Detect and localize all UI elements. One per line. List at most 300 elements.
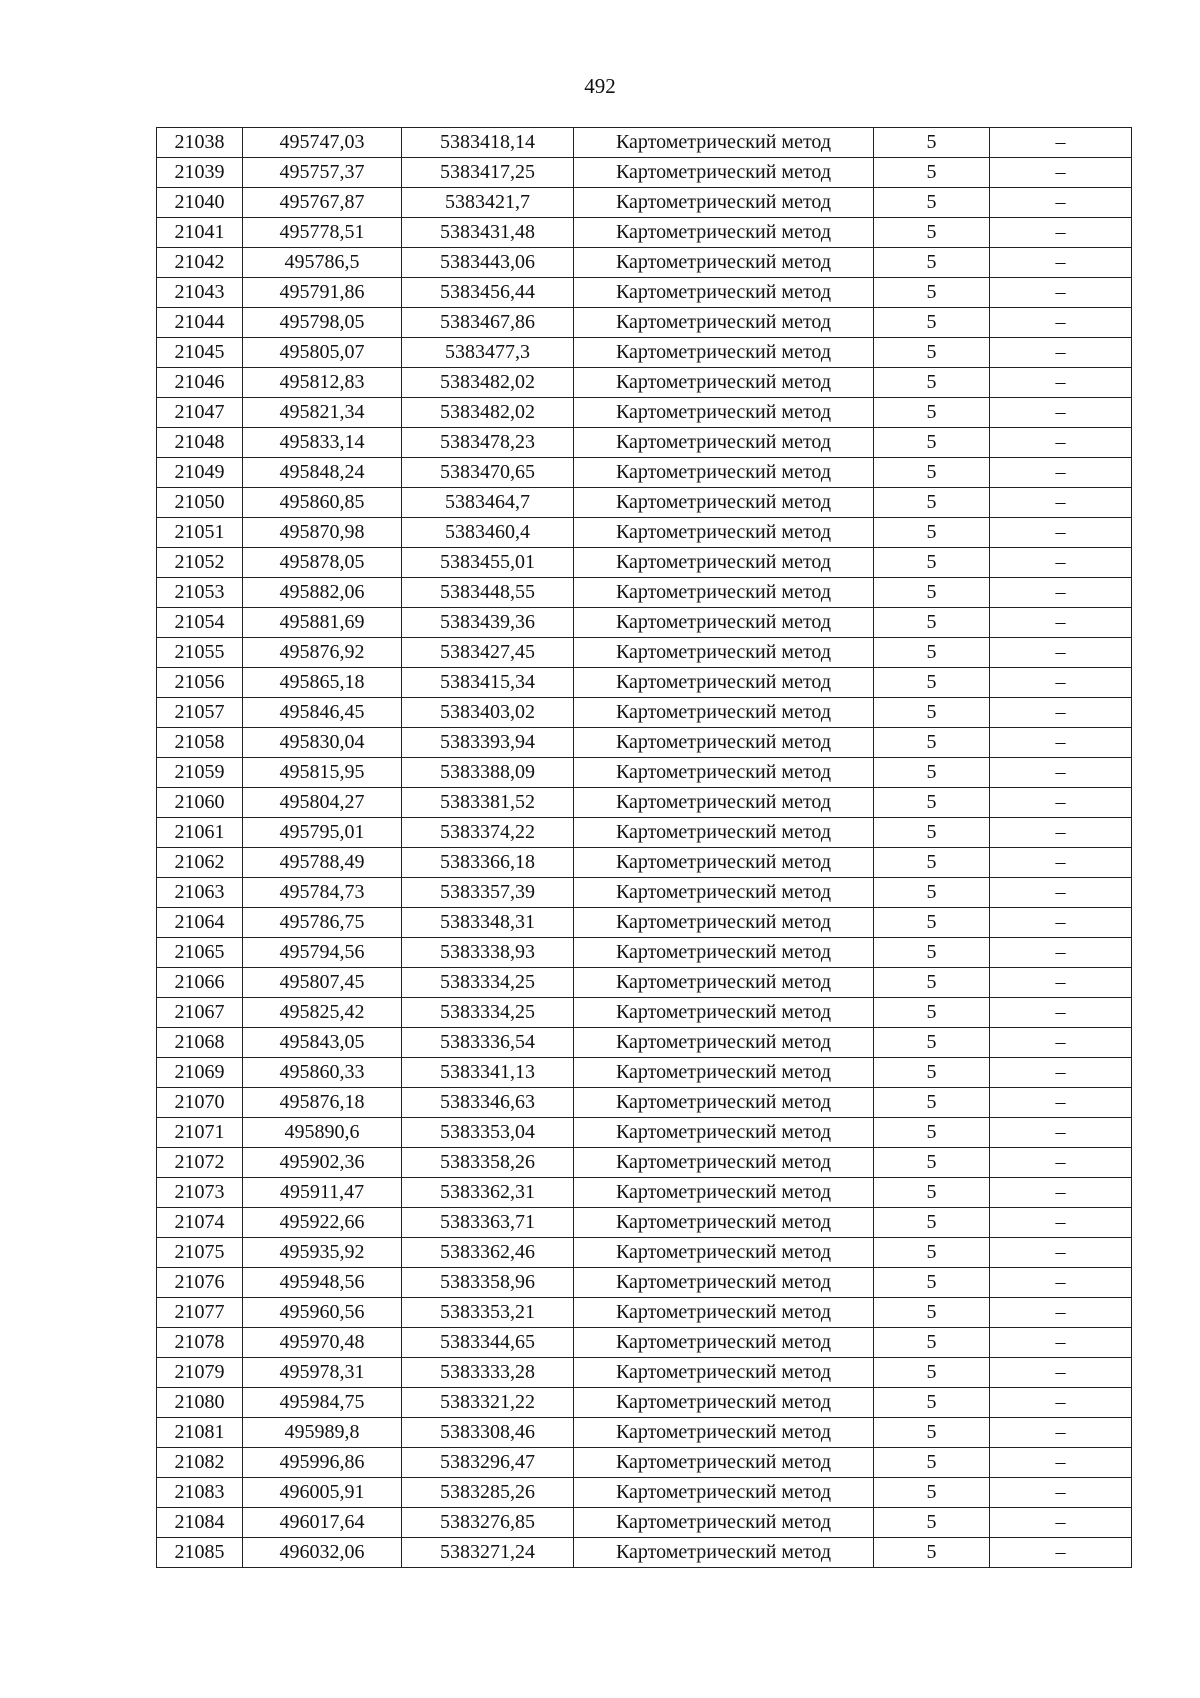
x-coordinate-cell: 495786,5 xyxy=(243,248,402,278)
table-row xyxy=(157,278,1132,308)
y-coordinate-cell: 5383321,22 xyxy=(402,1388,574,1418)
y-coordinate-cell: 5383285,26 xyxy=(402,1478,574,1508)
coordinates-table xyxy=(156,127,1132,1568)
method-cell: Картометрический метод xyxy=(574,1028,874,1058)
table-row xyxy=(157,668,1132,698)
x-coordinate-cell: 495881,69 xyxy=(243,608,402,638)
table-row xyxy=(157,188,1132,218)
x-coordinate-cell: 496005,91 xyxy=(243,1478,402,1508)
method-cell: Картометрический метод xyxy=(574,188,874,218)
note-cell: – xyxy=(990,1118,1132,1148)
table-row xyxy=(157,488,1132,518)
y-coordinate-cell: 5383334,25 xyxy=(402,968,574,998)
y-coordinate-cell: 5383362,31 xyxy=(402,1178,574,1208)
note-cell: – xyxy=(990,668,1132,698)
point-number-cell: 21064 xyxy=(157,908,243,938)
method-cell: Картометрический метод xyxy=(574,548,874,578)
method-cell: Картометрический метод xyxy=(574,458,874,488)
method-cell: Картометрический метод xyxy=(574,1208,874,1238)
table-row xyxy=(157,1178,1132,1208)
method-cell: Картометрический метод xyxy=(574,998,874,1028)
note-cell: – xyxy=(990,1388,1132,1418)
y-coordinate-cell: 5383403,02 xyxy=(402,698,574,728)
note-cell: – xyxy=(990,278,1132,308)
y-coordinate-cell: 5383443,06 xyxy=(402,248,574,278)
method-cell: Картометрический метод xyxy=(574,1478,874,1508)
method-cell: Картометрический метод xyxy=(574,938,874,968)
point-number-cell: 21046 xyxy=(157,368,243,398)
accuracy-cell: 5 xyxy=(874,1208,990,1238)
point-number-cell: 21078 xyxy=(157,1328,243,1358)
point-number-cell: 21070 xyxy=(157,1088,243,1118)
method-cell: Картометрический метод xyxy=(574,1298,874,1328)
accuracy-cell: 5 xyxy=(874,908,990,938)
x-coordinate-cell: 495798,05 xyxy=(243,308,402,338)
method-cell: Картометрический метод xyxy=(574,878,874,908)
y-coordinate-cell: 5383439,36 xyxy=(402,608,574,638)
x-coordinate-cell: 495870,98 xyxy=(243,518,402,548)
table-row xyxy=(157,458,1132,488)
method-cell: Картометрический метод xyxy=(574,398,874,428)
note-cell: – xyxy=(990,878,1132,908)
accuracy-cell: 5 xyxy=(874,548,990,578)
y-coordinate-cell: 5383357,39 xyxy=(402,878,574,908)
point-number-cell: 21082 xyxy=(157,1448,243,1478)
table-row xyxy=(157,1088,1132,1118)
note-cell: – xyxy=(990,1478,1132,1508)
point-number-cell: 21044 xyxy=(157,308,243,338)
point-number-cell: 21056 xyxy=(157,668,243,698)
note-cell: – xyxy=(990,218,1132,248)
point-number-cell: 21052 xyxy=(157,548,243,578)
point-number-cell: 21042 xyxy=(157,248,243,278)
y-coordinate-cell: 5383448,55 xyxy=(402,578,574,608)
x-coordinate-cell: 495935,92 xyxy=(243,1238,402,1268)
note-cell: – xyxy=(990,158,1132,188)
accuracy-cell: 5 xyxy=(874,1448,990,1478)
note-cell: – xyxy=(990,1268,1132,1298)
point-number-cell: 21051 xyxy=(157,518,243,548)
accuracy-cell: 5 xyxy=(874,1418,990,1448)
y-coordinate-cell: 5383393,94 xyxy=(402,728,574,758)
y-coordinate-cell: 5383477,3 xyxy=(402,338,574,368)
point-number-cell: 21058 xyxy=(157,728,243,758)
table-row xyxy=(157,1448,1132,1478)
method-cell: Картометрический метод xyxy=(574,698,874,728)
x-coordinate-cell: 495791,86 xyxy=(243,278,402,308)
table-row xyxy=(157,968,1132,998)
accuracy-cell: 5 xyxy=(874,158,990,188)
table-row xyxy=(157,728,1132,758)
x-coordinate-cell: 495830,04 xyxy=(243,728,402,758)
method-cell: Картометрический метод xyxy=(574,578,874,608)
accuracy-cell: 5 xyxy=(874,1028,990,1058)
y-coordinate-cell: 5383353,21 xyxy=(402,1298,574,1328)
method-cell: Картометрический метод xyxy=(574,1178,874,1208)
note-cell: – xyxy=(990,1328,1132,1358)
table-row xyxy=(157,248,1132,278)
point-number-cell: 21081 xyxy=(157,1418,243,1448)
table-row xyxy=(157,128,1132,158)
accuracy-cell: 5 xyxy=(874,368,990,398)
y-coordinate-cell: 5383344,65 xyxy=(402,1328,574,1358)
accuracy-cell: 5 xyxy=(874,968,990,998)
note-cell: – xyxy=(990,1448,1132,1478)
method-cell: Картометрический метод xyxy=(574,608,874,638)
note-cell: – xyxy=(990,308,1132,338)
point-number-cell: 21085 xyxy=(157,1538,243,1568)
method-cell: Картометрический метод xyxy=(574,1088,874,1118)
table-row xyxy=(157,578,1132,608)
accuracy-cell: 5 xyxy=(874,578,990,608)
accuracy-cell: 5 xyxy=(874,818,990,848)
accuracy-cell: 5 xyxy=(874,1328,990,1358)
x-coordinate-cell: 495747,03 xyxy=(243,128,402,158)
point-number-cell: 21043 xyxy=(157,278,243,308)
point-number-cell: 21061 xyxy=(157,818,243,848)
accuracy-cell: 5 xyxy=(874,608,990,638)
note-cell: – xyxy=(990,938,1132,968)
accuracy-cell: 5 xyxy=(874,488,990,518)
note-cell: – xyxy=(990,1358,1132,1388)
y-coordinate-cell: 5383296,47 xyxy=(402,1448,574,1478)
point-number-cell: 21040 xyxy=(157,188,243,218)
point-number-cell: 21077 xyxy=(157,1298,243,1328)
x-coordinate-cell: 495989,8 xyxy=(243,1418,402,1448)
note-cell: – xyxy=(990,818,1132,848)
method-cell: Картометрический метод xyxy=(574,818,874,848)
x-coordinate-cell: 495846,45 xyxy=(243,698,402,728)
accuracy-cell: 5 xyxy=(874,698,990,728)
table-row xyxy=(157,1508,1132,1538)
x-coordinate-cell: 495784,73 xyxy=(243,878,402,908)
note-cell: – xyxy=(990,488,1132,518)
note-cell: – xyxy=(990,1508,1132,1538)
y-coordinate-cell: 5383418,14 xyxy=(402,128,574,158)
y-coordinate-cell: 5383478,23 xyxy=(402,428,574,458)
method-cell: Картометрический метод xyxy=(574,1418,874,1448)
note-cell: – xyxy=(990,1178,1132,1208)
x-coordinate-cell: 495804,27 xyxy=(243,788,402,818)
method-cell: Картометрический метод xyxy=(574,488,874,518)
y-coordinate-cell: 5383427,45 xyxy=(402,638,574,668)
table-row xyxy=(157,608,1132,638)
accuracy-cell: 5 xyxy=(874,1358,990,1388)
x-coordinate-cell: 495978,31 xyxy=(243,1358,402,1388)
table-row xyxy=(157,998,1132,1028)
note-cell: – xyxy=(990,188,1132,218)
point-number-cell: 21054 xyxy=(157,608,243,638)
note-cell: – xyxy=(990,248,1132,278)
method-cell: Картометрический метод xyxy=(574,1148,874,1178)
method-cell: Картометрический метод xyxy=(574,758,874,788)
method-cell: Картометрический метод xyxy=(574,278,874,308)
accuracy-cell: 5 xyxy=(874,758,990,788)
method-cell: Картометрический метод xyxy=(574,1358,874,1388)
point-number-cell: 21073 xyxy=(157,1178,243,1208)
accuracy-cell: 5 xyxy=(874,278,990,308)
table-row xyxy=(157,1298,1132,1328)
y-coordinate-cell: 5383460,4 xyxy=(402,518,574,548)
note-cell: – xyxy=(990,698,1132,728)
note-cell: – xyxy=(990,578,1132,608)
method-cell: Картометрический метод xyxy=(574,1118,874,1148)
method-cell: Картометрический метод xyxy=(574,638,874,668)
accuracy-cell: 5 xyxy=(874,668,990,698)
y-coordinate-cell: 5383358,26 xyxy=(402,1148,574,1178)
point-number-cell: 21074 xyxy=(157,1208,243,1238)
point-number-cell: 21057 xyxy=(157,698,243,728)
y-coordinate-cell: 5383346,63 xyxy=(402,1088,574,1118)
method-cell: Картометрический метод xyxy=(574,128,874,158)
accuracy-cell: 5 xyxy=(874,128,990,158)
accuracy-cell: 5 xyxy=(874,458,990,488)
accuracy-cell: 5 xyxy=(874,308,990,338)
note-cell: – xyxy=(990,428,1132,458)
point-number-cell: 21071 xyxy=(157,1118,243,1148)
method-cell: Картометрический метод xyxy=(574,788,874,818)
note-cell: – xyxy=(990,1058,1132,1088)
accuracy-cell: 5 xyxy=(874,728,990,758)
table-row xyxy=(157,848,1132,878)
y-coordinate-cell: 5383455,01 xyxy=(402,548,574,578)
x-coordinate-cell: 495767,87 xyxy=(243,188,402,218)
point-number-cell: 21067 xyxy=(157,998,243,1028)
point-number-cell: 21079 xyxy=(157,1358,243,1388)
accuracy-cell: 5 xyxy=(874,248,990,278)
point-number-cell: 21050 xyxy=(157,488,243,518)
x-coordinate-cell: 495848,24 xyxy=(243,458,402,488)
accuracy-cell: 5 xyxy=(874,1238,990,1268)
y-coordinate-cell: 5383348,31 xyxy=(402,908,574,938)
y-coordinate-cell: 5383381,52 xyxy=(402,788,574,818)
x-coordinate-cell: 495876,18 xyxy=(243,1088,402,1118)
x-coordinate-cell: 495876,92 xyxy=(243,638,402,668)
method-cell: Картометрический метод xyxy=(574,368,874,398)
method-cell: Картометрический метод xyxy=(574,728,874,758)
x-coordinate-cell: 495882,06 xyxy=(243,578,402,608)
accuracy-cell: 5 xyxy=(874,1538,990,1568)
note-cell: – xyxy=(990,788,1132,818)
table-row xyxy=(157,818,1132,848)
point-number-cell: 21065 xyxy=(157,938,243,968)
table-row xyxy=(157,308,1132,338)
table-row xyxy=(157,1388,1132,1418)
x-coordinate-cell: 495911,47 xyxy=(243,1178,402,1208)
accuracy-cell: 5 xyxy=(874,848,990,878)
method-cell: Картометрический метод xyxy=(574,1238,874,1268)
note-cell: – xyxy=(990,458,1132,488)
accuracy-cell: 5 xyxy=(874,1148,990,1178)
accuracy-cell: 5 xyxy=(874,1388,990,1418)
y-coordinate-cell: 5383336,54 xyxy=(402,1028,574,1058)
accuracy-cell: 5 xyxy=(874,188,990,218)
x-coordinate-cell: 495922,66 xyxy=(243,1208,402,1238)
table-row xyxy=(157,1148,1132,1178)
x-coordinate-cell: 495815,95 xyxy=(243,758,402,788)
point-number-cell: 21075 xyxy=(157,1238,243,1268)
x-coordinate-cell: 495833,14 xyxy=(243,428,402,458)
y-coordinate-cell: 5383341,13 xyxy=(402,1058,574,1088)
table-row xyxy=(157,428,1132,458)
y-coordinate-cell: 5383470,65 xyxy=(402,458,574,488)
y-coordinate-cell: 5383334,25 xyxy=(402,998,574,1028)
method-cell: Картометрический метод xyxy=(574,158,874,188)
note-cell: – xyxy=(990,1238,1132,1268)
table-row xyxy=(157,1358,1132,1388)
table-row xyxy=(157,1418,1132,1448)
y-coordinate-cell: 5383388,09 xyxy=(402,758,574,788)
method-cell: Картометрический метод xyxy=(574,518,874,548)
x-coordinate-cell: 495757,37 xyxy=(243,158,402,188)
table-row xyxy=(157,338,1132,368)
point-number-cell: 21066 xyxy=(157,968,243,998)
y-coordinate-cell: 5383366,18 xyxy=(402,848,574,878)
table-row xyxy=(157,788,1132,818)
x-coordinate-cell: 495948,56 xyxy=(243,1268,402,1298)
note-cell: – xyxy=(990,398,1132,428)
point-number-cell: 21055 xyxy=(157,638,243,668)
y-coordinate-cell: 5383456,44 xyxy=(402,278,574,308)
x-coordinate-cell: 495902,36 xyxy=(243,1148,402,1178)
table-row xyxy=(157,398,1132,428)
accuracy-cell: 5 xyxy=(874,788,990,818)
table-row xyxy=(157,1538,1132,1568)
note-cell: – xyxy=(990,1208,1132,1238)
table-row xyxy=(157,518,1132,548)
method-cell: Картометрический метод xyxy=(574,1058,874,1088)
method-cell: Картометрический метод xyxy=(574,1448,874,1478)
x-coordinate-cell: 495794,56 xyxy=(243,938,402,968)
note-cell: – xyxy=(990,758,1132,788)
coordinates-table-body xyxy=(157,128,1132,1568)
accuracy-cell: 5 xyxy=(874,1178,990,1208)
note-cell: – xyxy=(990,1088,1132,1118)
x-coordinate-cell: 495788,49 xyxy=(243,848,402,878)
accuracy-cell: 5 xyxy=(874,638,990,668)
table-row xyxy=(157,938,1132,968)
table-row xyxy=(157,1478,1132,1508)
note-cell: – xyxy=(990,1298,1132,1328)
y-coordinate-cell: 5383482,02 xyxy=(402,398,574,428)
x-coordinate-cell: 495778,51 xyxy=(243,218,402,248)
accuracy-cell: 5 xyxy=(874,1118,990,1148)
point-number-cell: 21062 xyxy=(157,848,243,878)
accuracy-cell: 5 xyxy=(874,1058,990,1088)
y-coordinate-cell: 5383338,93 xyxy=(402,938,574,968)
x-coordinate-cell: 495821,34 xyxy=(243,398,402,428)
table-row xyxy=(157,1328,1132,1358)
table-row xyxy=(157,548,1132,578)
table-row xyxy=(157,218,1132,248)
table-row xyxy=(157,638,1132,668)
note-cell: – xyxy=(990,1148,1132,1178)
y-coordinate-cell: 5383482,02 xyxy=(402,368,574,398)
accuracy-cell: 5 xyxy=(874,518,990,548)
method-cell: Картометрический метод xyxy=(574,1508,874,1538)
method-cell: Картометрический метод xyxy=(574,308,874,338)
table-row xyxy=(157,1238,1132,1268)
table-row xyxy=(157,878,1132,908)
y-coordinate-cell: 5383271,24 xyxy=(402,1538,574,1568)
accuracy-cell: 5 xyxy=(874,1508,990,1538)
accuracy-cell: 5 xyxy=(874,878,990,908)
x-coordinate-cell: 495865,18 xyxy=(243,668,402,698)
x-coordinate-cell: 495786,75 xyxy=(243,908,402,938)
accuracy-cell: 5 xyxy=(874,398,990,428)
y-coordinate-cell: 5383353,04 xyxy=(402,1118,574,1148)
method-cell: Картометрический метод xyxy=(574,248,874,278)
x-coordinate-cell: 495812,83 xyxy=(243,368,402,398)
method-cell: Картометрический метод xyxy=(574,1538,874,1568)
y-coordinate-cell: 5383308,46 xyxy=(402,1418,574,1448)
accuracy-cell: 5 xyxy=(874,428,990,458)
point-number-cell: 21083 xyxy=(157,1478,243,1508)
point-number-cell: 21059 xyxy=(157,758,243,788)
y-coordinate-cell: 5383417,25 xyxy=(402,158,574,188)
x-coordinate-cell: 496032,06 xyxy=(243,1538,402,1568)
note-cell: – xyxy=(990,1028,1132,1058)
y-coordinate-cell: 5383276,85 xyxy=(402,1508,574,1538)
note-cell: – xyxy=(990,368,1132,398)
x-coordinate-cell: 495795,01 xyxy=(243,818,402,848)
y-coordinate-cell: 5383415,34 xyxy=(402,668,574,698)
accuracy-cell: 5 xyxy=(874,1268,990,1298)
accuracy-cell: 5 xyxy=(874,1298,990,1328)
table-row xyxy=(157,1028,1132,1058)
accuracy-cell: 5 xyxy=(874,998,990,1028)
note-cell: – xyxy=(990,1538,1132,1568)
page-number: 492 xyxy=(584,74,616,98)
point-number-cell: 21084 xyxy=(157,1508,243,1538)
x-coordinate-cell: 495825,42 xyxy=(243,998,402,1028)
note-cell: – xyxy=(990,518,1132,548)
y-coordinate-cell: 5383431,48 xyxy=(402,218,574,248)
method-cell: Картометрический метод xyxy=(574,1388,874,1418)
point-number-cell: 21038 xyxy=(157,128,243,158)
method-cell: Картометрический метод xyxy=(574,848,874,878)
note-cell: – xyxy=(990,638,1132,668)
note-cell: – xyxy=(990,848,1132,878)
y-coordinate-cell: 5383363,71 xyxy=(402,1208,574,1238)
x-coordinate-cell: 495807,45 xyxy=(243,968,402,998)
x-coordinate-cell: 495890,6 xyxy=(243,1118,402,1148)
point-number-cell: 21063 xyxy=(157,878,243,908)
table-row xyxy=(157,698,1132,728)
y-coordinate-cell: 5383421,7 xyxy=(402,188,574,218)
point-number-cell: 21048 xyxy=(157,428,243,458)
method-cell: Картометрический метод xyxy=(574,1268,874,1298)
method-cell: Картометрический метод xyxy=(574,668,874,698)
note-cell: – xyxy=(990,608,1132,638)
y-coordinate-cell: 5383358,96 xyxy=(402,1268,574,1298)
x-coordinate-cell: 496017,64 xyxy=(243,1508,402,1538)
point-number-cell: 21041 xyxy=(157,218,243,248)
point-number-cell: 21080 xyxy=(157,1388,243,1418)
method-cell: Картометрический метод xyxy=(574,968,874,998)
method-cell: Картометрический метод xyxy=(574,1328,874,1358)
x-coordinate-cell: 495860,33 xyxy=(243,1058,402,1088)
table-row xyxy=(157,758,1132,788)
note-cell: – xyxy=(990,128,1132,158)
x-coordinate-cell: 495960,56 xyxy=(243,1298,402,1328)
accuracy-cell: 5 xyxy=(874,338,990,368)
point-number-cell: 21069 xyxy=(157,1058,243,1088)
x-coordinate-cell: 495984,75 xyxy=(243,1388,402,1418)
accuracy-cell: 5 xyxy=(874,1088,990,1118)
table-row xyxy=(157,368,1132,398)
note-cell: – xyxy=(990,338,1132,368)
